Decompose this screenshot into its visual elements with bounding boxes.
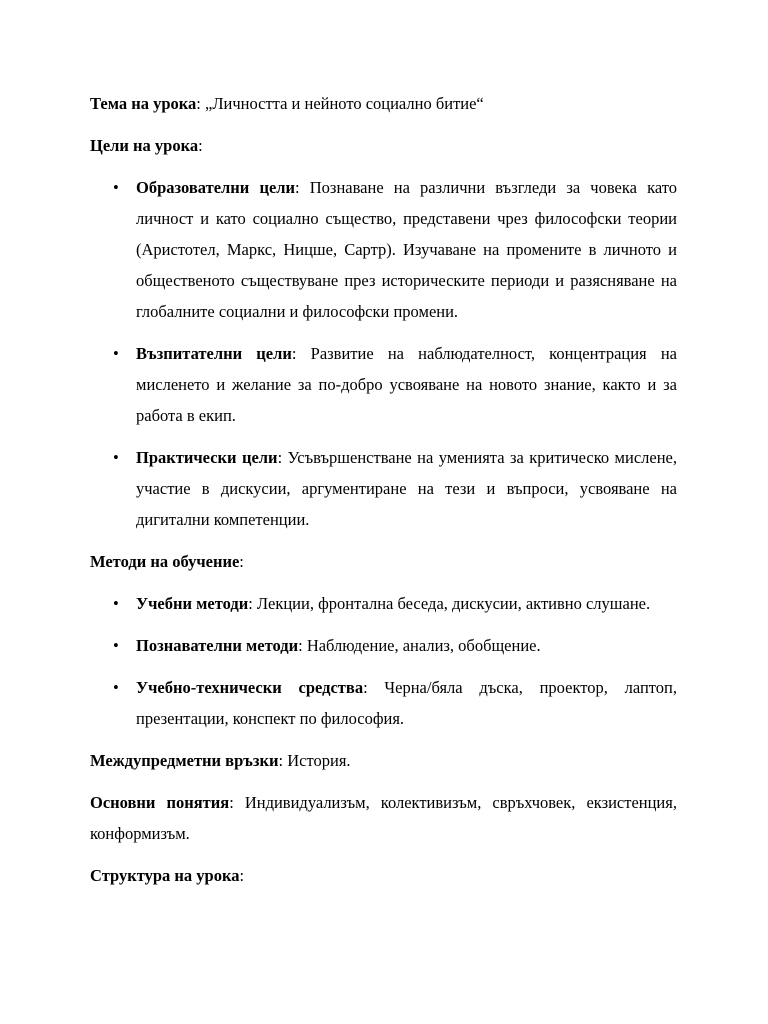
lesson-structure-separator: : (239, 866, 245, 885)
method-label: Учебно-технически средства (136, 678, 364, 697)
method-text: : Черна/бяла дъска, проектор, лаптоп, презентации, конспект по философия. (136, 678, 677, 728)
lesson-topic-value: „Личността и нейното социално битие“ (205, 94, 484, 113)
goals-heading-label: Цели на урока (90, 136, 199, 155)
method-item-teaching (90, 588, 677, 619)
bullet-icon: • (113, 344, 119, 363)
methods-heading (90, 546, 677, 577)
method-item-technical-tools (90, 672, 677, 734)
lesson-topic-label: Тема на урока (90, 94, 197, 113)
interdisciplinary-label: Междупредметни връзки (90, 751, 279, 770)
document-page (90, 88, 677, 902)
bullet-icon: • (113, 636, 119, 655)
bullet-icon: • (113, 178, 119, 197)
lesson-structure-heading (90, 860, 677, 891)
goal-item-educational (90, 172, 677, 327)
key-concepts (90, 787, 677, 849)
bullet-icon: • (113, 594, 119, 613)
goal-label: Образователни цели (136, 178, 296, 197)
methods-heading-separator: : (239, 552, 244, 571)
bullet-icon: • (113, 448, 119, 467)
interdisciplinary-text: : История. (278, 751, 351, 770)
lesson-structure-label: Структура на урока (90, 866, 240, 885)
key-concepts-text: : Индивидуализъм, колективизъм, свръхчовек, екзистенция, конформизъм. (90, 793, 677, 843)
lesson-topic-separator: : (196, 94, 205, 113)
interdisciplinary-links (90, 745, 677, 776)
goals-heading (90, 130, 677, 161)
goals-heading-separator: : (198, 136, 203, 155)
goal-label: Практически цели (136, 448, 278, 467)
lesson-topic (90, 88, 677, 119)
bullet-icon: • (113, 678, 119, 697)
method-label: Познавателни методи (136, 636, 299, 655)
key-concepts-label: Основни понятия (90, 793, 230, 812)
method-text: : Наблюдение, анализ, обобщение. (298, 636, 541, 655)
methods-list (90, 588, 677, 734)
method-label: Учебни методи (136, 594, 249, 613)
methods-heading-label: Методи на обучение (90, 552, 240, 571)
goal-item-practical (90, 442, 677, 535)
goal-text: : Познаване на различни възгледи за човека като личност и като социално същество, представени чрез философски теории (Аристотел, Маркс, Ницше, Сартр). Изучаване на промените в личното и общественото съществуване през историческите периоди и разясняване на глобалните социални и философски промени. (136, 178, 677, 321)
goal-text: : Усъвършенстване на уменията за критическо мислене, участие в дискусии, аргументиране на тези и въпроси, усвояване на дигитални компетенции. (136, 448, 677, 529)
method-item-cognitive (90, 630, 677, 661)
goal-item-upbringing (90, 338, 677, 431)
method-text: : Лекции, фронтална беседа, дискусии, активно слушане. (248, 594, 651, 613)
goal-text: : Развитие на наблюдателност, концентрация на мисленето и желание за по-добро усвояване на новото знание, както и за работа в екип. (136, 344, 677, 425)
goal-label: Възпитателни цели (136, 344, 292, 363)
goals-list (90, 172, 677, 535)
